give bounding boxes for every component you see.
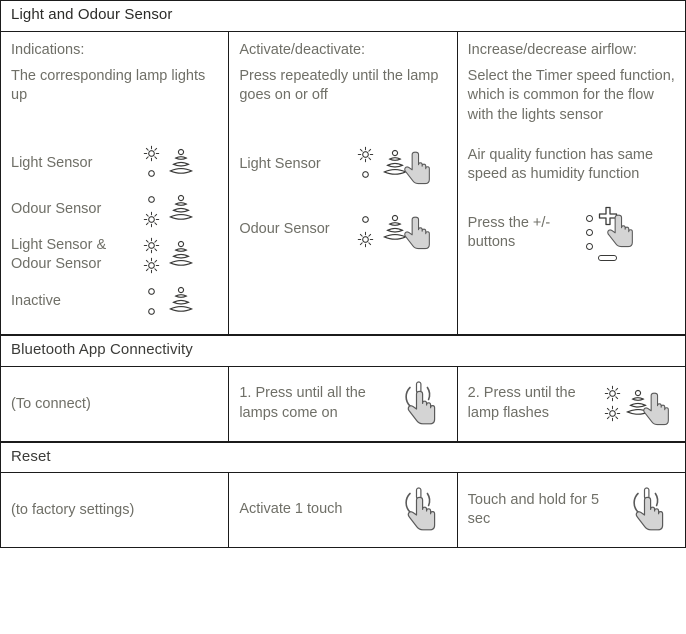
light-odour-content-row <box>1 31 686 335</box>
lamp-stack <box>143 145 160 182</box>
odour-sensor-icon <box>166 148 196 178</box>
indicator-row-inactive <box>11 278 218 324</box>
power-hand-icon[interactable] <box>395 378 447 430</box>
indicator-label: Odour Sensor <box>239 220 330 237</box>
sun-lamp-on-icon <box>143 211 160 228</box>
reset-title-cell <box>1 442 686 473</box>
touch-hand-icon[interactable] <box>639 389 675 429</box>
bluetooth-step-2-icon <box>604 379 675 429</box>
indicator-icons <box>143 145 196 182</box>
spacer <box>11 114 218 140</box>
press-buttons-label: Press the +/- buttons <box>467 215 551 250</box>
lamp-stack <box>357 146 374 183</box>
indicator-label: Light Sensor & Odour Sensor <box>11 237 107 273</box>
reset-table <box>0 442 686 549</box>
sun-lamp-on-icon <box>357 146 374 163</box>
bluetooth-content-row <box>1 366 686 441</box>
reset-step-2-icon <box>623 484 675 536</box>
reset-step-2-column <box>457 473 685 548</box>
lamp-off-icon <box>143 191 160 208</box>
indicator-label: Odour Sensor <box>11 200 102 217</box>
spacer <box>239 114 446 140</box>
lamp-stack <box>357 211 374 248</box>
sun-lamp-on-icon <box>604 405 621 422</box>
lamp-stack <box>143 191 160 228</box>
indicator-icons <box>357 140 436 188</box>
reset-factory-label: (to factory settings) <box>11 502 135 519</box>
bluetooth-step-1[interactable] <box>229 367 456 441</box>
speed-dot <box>586 229 593 236</box>
activate-row-odour-sensor[interactable] <box>239 205 446 253</box>
bluetooth-title-cell <box>1 336 686 367</box>
sun-lamp-on-icon <box>357 231 374 248</box>
reset-step-1-column <box>229 473 457 548</box>
reset-title: Reset <box>11 447 51 465</box>
speed-dots <box>586 215 593 250</box>
airflow-note: Air quality function has same speed as humidity function <box>467 146 654 182</box>
bluetooth-step-2-column <box>457 366 685 441</box>
bluetooth-title: Bluetooth App Connectivity <box>11 341 193 359</box>
sun-lamp-on-icon <box>604 385 621 402</box>
indications-lead: The corresponding lamp lights up <box>11 68 206 104</box>
lamp-stack <box>143 237 160 274</box>
bluetooth-step-1-text: 1. Press until all the lamps come on <box>239 385 366 421</box>
indications-heading: Indications: <box>11 41 85 58</box>
activate-deactivate-column <box>229 31 457 335</box>
spacer <box>468 188 675 205</box>
airflow-cell <box>458 32 685 271</box>
section-title-row-light-odour <box>1 1 686 32</box>
touch-hand-icon[interactable] <box>400 148 436 188</box>
reset-step-1-text: Activate 1 touch <box>239 501 343 518</box>
lamp-off-icon <box>143 303 160 320</box>
indicator-icons <box>357 205 436 253</box>
spacer <box>468 129 675 146</box>
odour-sensor-icon <box>166 240 196 270</box>
lamp-off-icon <box>357 211 374 228</box>
odour-sensor-icon <box>166 194 196 224</box>
indicator-row-odour-sensor <box>11 186 218 232</box>
reset-content-row <box>1 473 686 548</box>
bluetooth-label-column <box>1 366 229 441</box>
activate-deactivate-cell <box>229 32 456 264</box>
power-hand-icon[interactable] <box>395 484 447 536</box>
bluetooth-table <box>0 335 686 442</box>
bluetooth-step-1-column <box>229 366 457 441</box>
activate-heading: Activate/deactivate: <box>239 41 366 58</box>
touch-hand-icon[interactable] <box>400 213 436 253</box>
section-title-row-reset <box>1 442 686 473</box>
lamp-off-icon <box>143 283 160 300</box>
plus-minus-icons <box>586 205 639 261</box>
section-title-cell <box>1 1 686 32</box>
indicator-icons <box>143 237 196 274</box>
sun-lamp-on-icon <box>143 257 160 274</box>
press-plus-minus-row[interactable] <box>468 205 675 261</box>
activate-row-light-sensor[interactable] <box>239 140 446 188</box>
spacer <box>239 188 446 205</box>
indications-cell <box>1 32 228 335</box>
indicator-icons <box>143 283 196 320</box>
sun-lamp-on-icon <box>143 237 160 254</box>
airflow-column <box>457 31 685 335</box>
power-hand-icon[interactable] <box>623 484 675 536</box>
section-title-row-bluetooth <box>1 336 686 367</box>
airflow-heading: Increase/decrease airflow: <box>467 41 637 58</box>
odour-sensor-icon <box>166 286 196 316</box>
speed-dot <box>586 243 593 250</box>
airflow-lead: Select the Timer speed function, which is common for the flow with the lights sensor <box>467 68 675 123</box>
sun-lamp-on-icon <box>143 145 160 162</box>
minus-button-icon[interactable] <box>598 255 617 261</box>
lamp-off-icon <box>357 166 374 183</box>
indicator-label: Inactive <box>11 292 61 309</box>
page-title: Light and Odour Sensor <box>11 6 173 23</box>
bluetooth-connect-label: (To connect) <box>11 395 91 412</box>
touch-hand-icon[interactable] <box>603 211 639 251</box>
lamp-off-icon <box>143 165 160 182</box>
indicator-icons <box>143 191 196 228</box>
indicator-row-light-and-odour-sensor <box>11 232 218 278</box>
indications-column <box>1 31 229 335</box>
indicator-label: Light Sensor <box>239 155 321 172</box>
lamp-stack <box>604 385 621 422</box>
bluetooth-step-2-text: 2. Press until the lamp flashes <box>467 385 576 421</box>
activate-lead: Press repeatedly until the lamp goes on or off <box>239 68 439 104</box>
speed-dot <box>586 215 593 222</box>
reset-step-1-icon <box>395 484 447 536</box>
reset-step-2[interactable] <box>458 473 685 547</box>
indicator-label: Light Sensor <box>11 154 93 171</box>
bluetooth-step-2[interactable] <box>458 367 685 441</box>
bluetooth-step-1-icon <box>395 378 447 430</box>
reset-step-1[interactable] <box>229 473 456 547</box>
reset-step-2-text: Touch and hold for 5 sec <box>467 491 600 528</box>
indicator-row-light-sensor <box>11 140 218 186</box>
reset-label-column <box>1 473 229 548</box>
lamp-stack <box>143 283 160 320</box>
